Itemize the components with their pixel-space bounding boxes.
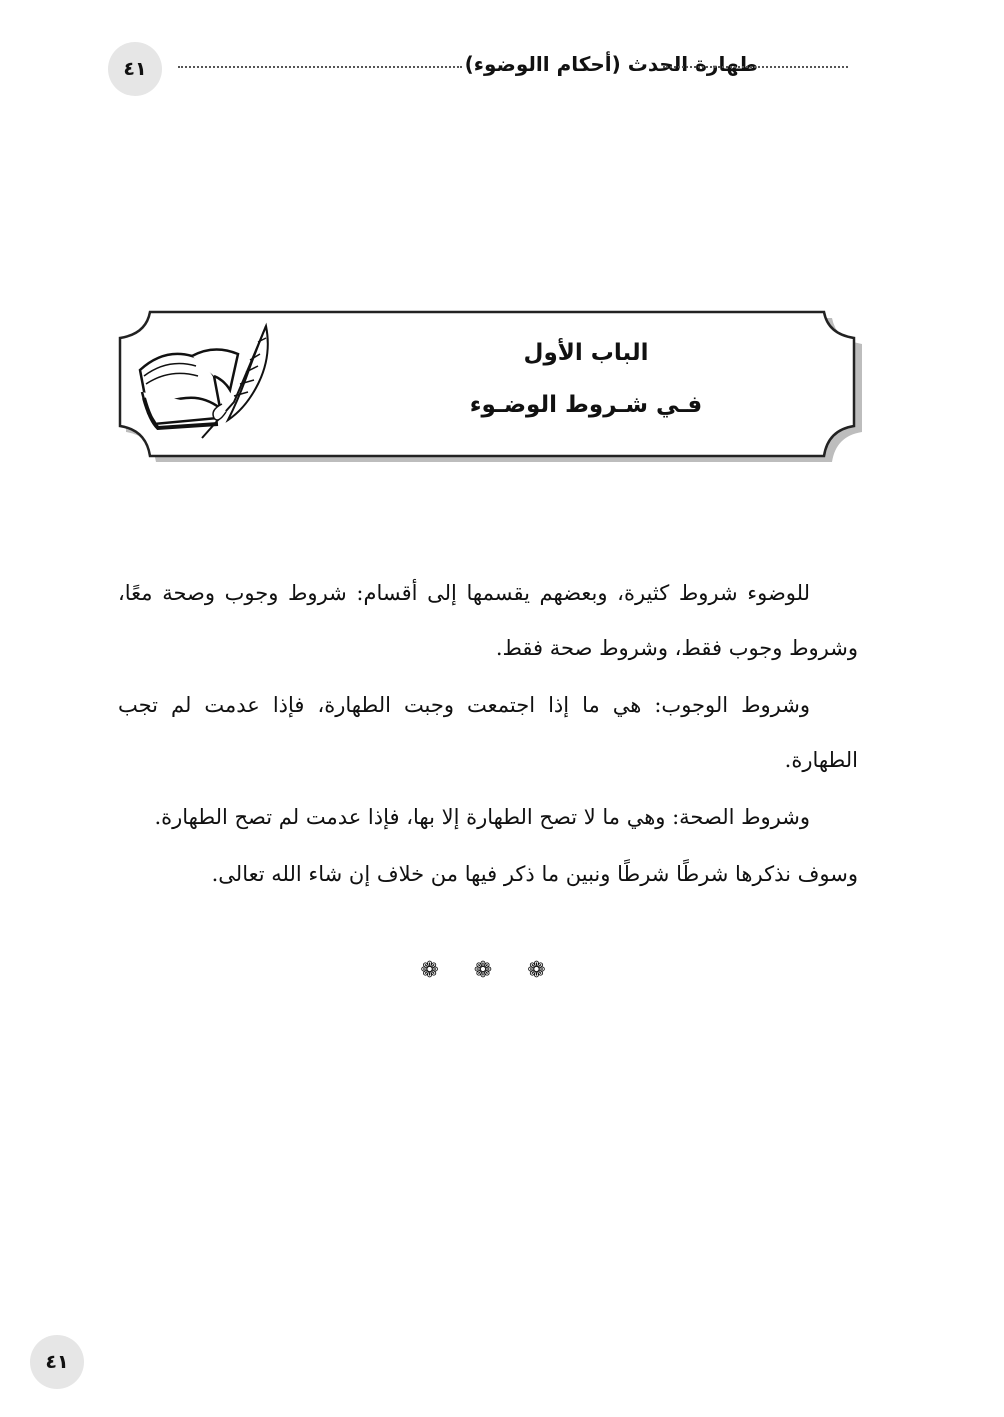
chapter-subheading: فـي شـروط الوضـوء bbox=[469, 392, 703, 418]
page-number: ٤١ bbox=[123, 58, 147, 80]
chapter-heading-block bbox=[396, 336, 776, 422]
running-header bbox=[108, 38, 848, 98]
paragraph-3: وشروط الصحة: وهي ما لا تصح الطهارة إلا بها، فإذا عدمت لم تصح الطهارة. bbox=[154, 805, 810, 829]
footer-page-number: ٤١ bbox=[45, 1351, 69, 1373]
running-title: طهارة الحدث (أحكام االوضوء) bbox=[464, 52, 758, 76]
header-dotted-leader-right bbox=[663, 66, 848, 68]
footer-page-number-badge bbox=[30, 1335, 84, 1389]
section-end-ornament: ❁ ❁ ❁ bbox=[420, 958, 560, 983]
paragraph-4: وسوف نذكرها شرطًا شرطًا ونبين ما ذكر فيها من خلاف إن شاء الله تعالى. bbox=[211, 862, 858, 886]
paragraph-2: وشروط الوجوب: هي ما إذا اجتمعت وجبت الطهارة، فإذا عدمت لم تجب الطهارة. bbox=[118, 693, 858, 772]
paragraph-1: للوضوء شروط كثيرة، وبعضهم يقسمها إلى أقسام: شروط وجوب وصحة معًا، وشروط وجوب فقط، وشروط صحة فقط. bbox=[118, 581, 858, 660]
page-number-badge bbox=[108, 42, 162, 96]
chapter-title-frame bbox=[116, 310, 864, 466]
chapter-heading: الباب الأول bbox=[523, 340, 649, 366]
header-dotted-leader-left bbox=[178, 66, 462, 68]
body-text bbox=[118, 566, 858, 902]
book-quill-icon bbox=[134, 320, 274, 446]
